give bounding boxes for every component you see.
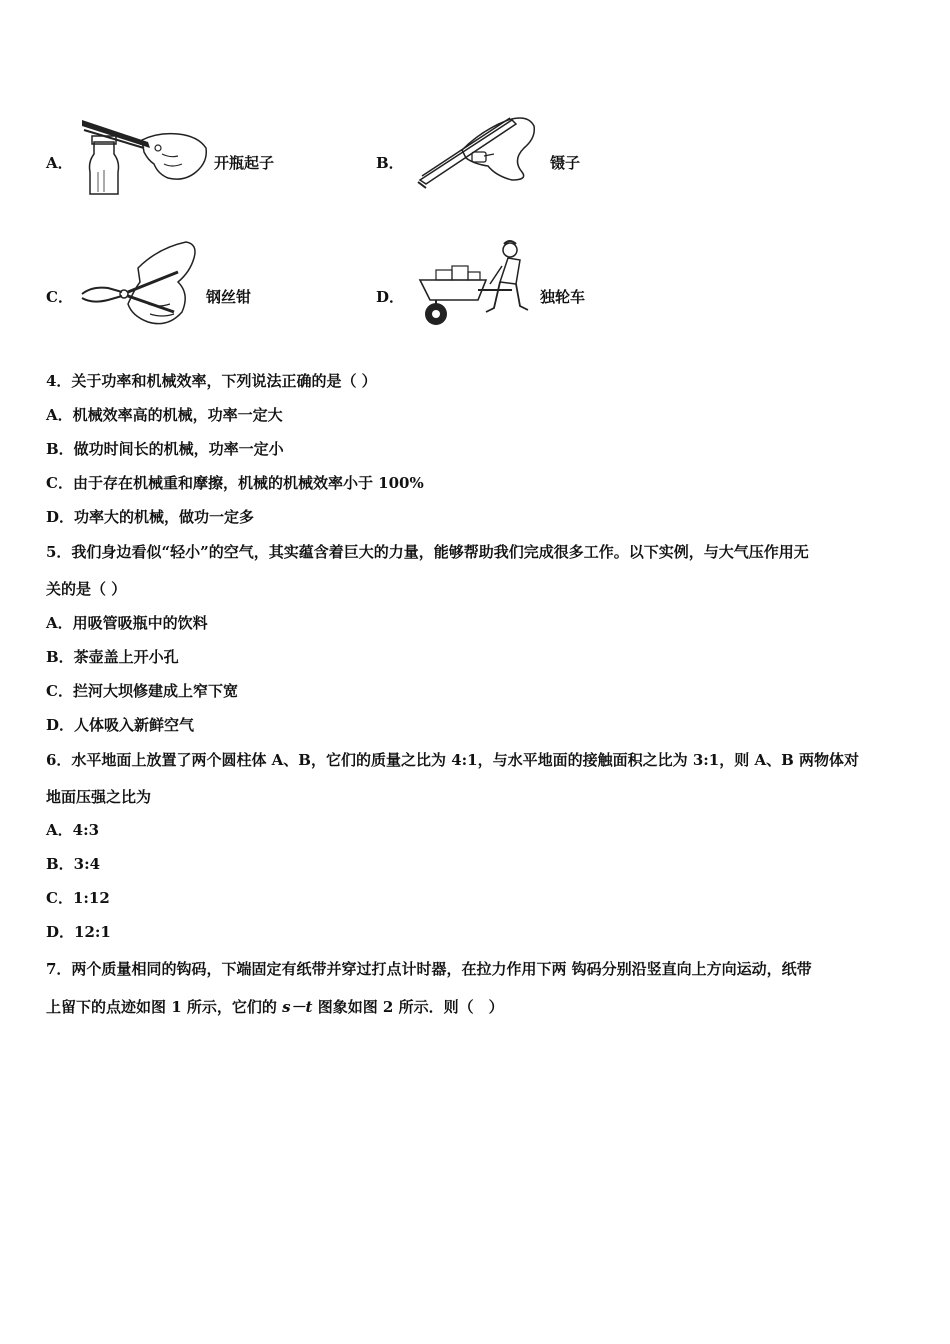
wheelbarrow-icon [416,238,536,328]
q6-option-d: D．12:1 [46,923,111,941]
option-c-caption: 钢丝钳 [206,288,252,306]
q6-stem-line1: 6．水平地面上放置了两个圆柱体 A、B，它们的质量之比为 4:1，与水平地面的接触面积之比为 3:1，则 A、B 两物体对 [46,751,860,769]
wire-pliers-icon [78,238,200,330]
q4-option-b: B．做功时间长的机械，功率一定小 [46,440,284,458]
q4-stem: 4．关于功率和机械效率，下列说法正确的是（ ） [46,372,377,390]
option-a-caption: 开瓶起子 [214,154,275,172]
q4-option-d: D．功率大的机械，做功一定多 [46,508,255,526]
option-c-label: C． [46,288,73,306]
option-b-caption: 镊子 [550,154,581,172]
q5-option-b: B．茶壶盖上开小孔 [46,648,179,666]
q4-option-c: C．由于存在机械重和摩擦，机械的机械效率小于 100% [46,474,424,492]
q5-option-d: D．人体吸入新鲜空气 [46,716,195,734]
q7-stem-line2-post: 图象如图 2 所示．则（ ） [312,998,504,1016]
q7-stem-line2-pre: 上留下的点迹如图 1 所示，它们的 [46,998,283,1016]
q5-option-c: C．拦河大坝修建成上窄下宽 [46,682,238,700]
q6-option-b: B．3:4 [46,855,101,873]
q5-option-a: A．用吸管吸瓶中的饮料 [46,614,208,632]
option-d-label: D． [376,288,405,306]
option-d-caption: 独轮车 [540,288,586,306]
q7-stem-line2 [46,996,504,1017]
q7-math-st: s－t [282,998,313,1016]
option-a-label: A． [46,154,73,172]
q6-option-c: C．1:12 [46,889,110,907]
q5-stem-line2: 关的是（ ） [46,580,127,598]
q6-stem-line2: 地面压强之比为 [46,788,152,806]
q4-option-a: A．机械效率高的机械，功率一定大 [46,406,283,424]
q5-stem-line1: 5．我们身边看似“轻小”的空气，其实蕴含着巨大的力量，能够帮助我们完成很多工作。以下实例，与大气压作用无 [46,543,809,561]
bottle-opener-icon [78,112,218,196]
q6-option-a: A．4:3 [46,821,100,839]
tweezers-icon [412,110,538,190]
option-b-label: B． [376,154,404,172]
q7-stem-line1: 7．两个质量相同的钩码，下端固定有纸带并穿过打点计时器，在拉力作用下两 钩码分别沿竖直向上方向运动，纸带 [46,960,812,978]
